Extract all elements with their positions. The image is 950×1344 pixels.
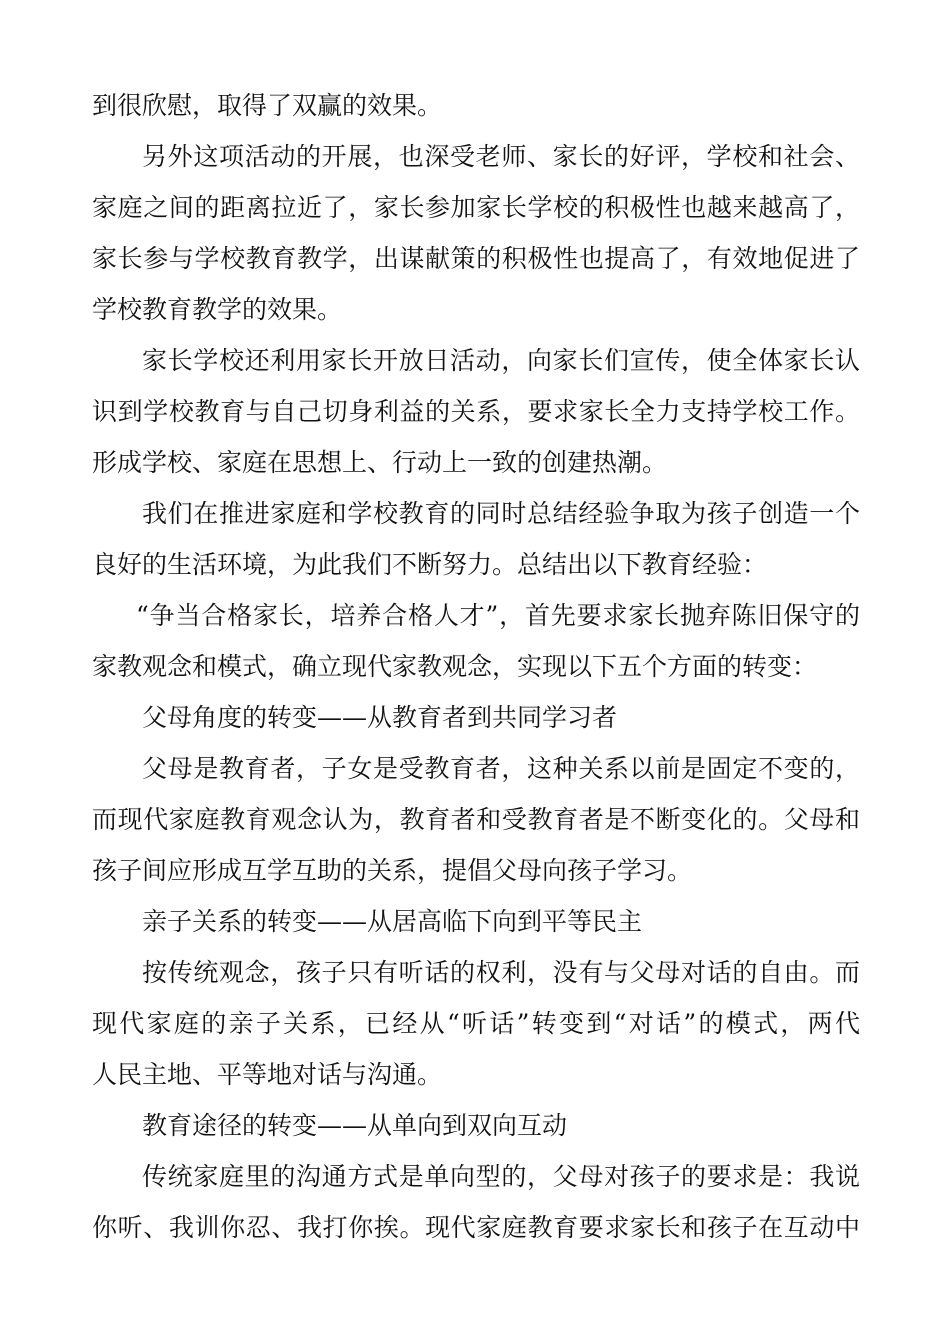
text-line: 父母角度的转变——从教育者到共同学习者 bbox=[142, 703, 618, 732]
text-line: 人民主地、平等地对话与沟通。 bbox=[92, 1060, 443, 1089]
text-line: 而现代家庭教育观念认为，教育者和受教育者是不断变化的。父母和 bbox=[92, 805, 860, 834]
text-line: 家长参与学校教育教学，出谋献策的积极性也提高了，有效地促进了 bbox=[92, 244, 860, 273]
text-line: 学校教育教学的效果。 bbox=[92, 295, 343, 324]
text-line: 另外这项活动的开展，也深受老师、家长的好评，学校和社会、 bbox=[142, 142, 860, 171]
text-line: 形成学校、家庭在思想上、行动上一致的创建热潮。 bbox=[92, 448, 668, 477]
text-line: “争当合格家长，培养合格人才”，首先要求家长抛弃陈旧保守的 bbox=[136, 601, 860, 630]
text-line: 现代家庭的亲子关系，已经从“听话”转变到“对话”的模式，两代 bbox=[92, 1009, 860, 1038]
text-line: 家长学校还利用家长开放日活动，向家长们宣传，使全体家长认 bbox=[142, 346, 860, 375]
text-line: 按传统观念，孩子只有听话的权利，没有与父母对话的自由。而 bbox=[142, 958, 860, 987]
text-line: 教育途径的转变——从单向到双向互动 bbox=[142, 1111, 568, 1140]
text-line: 家教观念和模式，确立现代家教观念，实现以下五个方面的转变： bbox=[92, 652, 818, 681]
text-line: 家庭之间的距离拉近了，家长参加家长学校的积极性也越来越高了， bbox=[92, 193, 860, 222]
text-line: 到很欣慰，取得了双赢的效果。 bbox=[92, 91, 443, 120]
text-line: 我们在推进家庭和学校教育的同时总结经验争取为孩子创造一个 bbox=[142, 499, 860, 528]
text-line: 传统家庭里的沟通方式是单向型的，父母对孩子的要求是：我说 bbox=[142, 1162, 860, 1191]
text-line: 孩子间应形成互学互助的关系，提倡父母向孩子学习。 bbox=[92, 856, 693, 885]
text-line: 良好的生活环境，为此我们不断努力。总结出以下教育经验： bbox=[92, 550, 768, 579]
text-line: 你听、我训你忍、我打你挨。现代家庭教育要求家长和孩子在互动中 bbox=[92, 1213, 860, 1242]
document-body bbox=[92, 80, 860, 1253]
text-line: 亲子关系的转变——从居高临下向到平等民主 bbox=[142, 907, 643, 936]
text-line: 父母是教育者，子女是受教育者，这种关系以前是固定不变的， bbox=[142, 754, 860, 783]
text-line: 识到学校教育与自己切身利益的关系，要求家长全力支持学校工作。 bbox=[92, 397, 860, 426]
